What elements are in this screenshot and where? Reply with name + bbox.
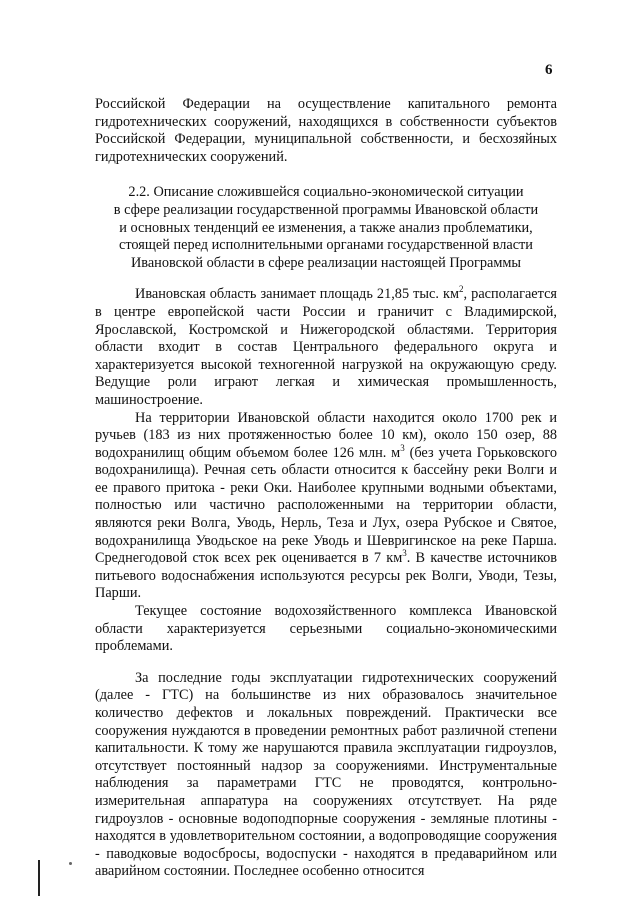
heading-line: и основных тенденций ее изменения, а также анализ проблематики,: [119, 219, 533, 236]
scan-margin-line: [38, 860, 40, 896]
paragraph-water-resources: На территории Ивановской области находится около 1700 рек и ручьев (183 из них протяженностью более 10 км), около 150 озер, 88 водохранилищ общим объемом более 126 млн. $м^3$ (без учета Горьковского водохранилища). Речная сеть области относится к бассейну реки Волги и ее правого притока - реки Оки. Наиболее крупными водными объектами, полностью или частично расположенными на территории области, являются реки Волга, Уводь, Нерль, Теза и Лух, озера Рубское и Святое, водохранилища Уводьское на реке Уводь и Шевригинское на реке Парша. Среднегодовой сток всех рек оценивается в 7 $км^3$. В качестве источников питьевого водоснабжения используются ресурсы рек Волги, Уводи, Тезы, Парши.: [95, 409, 558, 602]
section-heading: [95, 184, 557, 272]
heading-line: Ивановской области в сфере реализации настоящей Программы: [130, 254, 522, 271]
heading-line: стоящей перед исполнительными органами государственной власти: [119, 237, 533, 254]
heading-line: 2.2. Описание сложившейся социально-экономической ситуации: [128, 184, 524, 201]
heading-line: в сфере реализации государственной программы Ивановской области: [113, 201, 539, 218]
scan-dot: [69, 862, 72, 865]
intro-paragraph: Российской Федерации на осуществление капитального ремонта гидротехнических сооружений, находящихся в собственности субъектов Российской Федерации, муниципальной собственности, и бесхозяйных гидротехнических сооружений.: [95, 96, 557, 165]
page-number: 6: [545, 62, 553, 78]
paragraph-current-state: Текущее состояние водохозяйственного комплекса Ивановской области характеризуется серьезными социально-экономическими проблемами.: [95, 603, 557, 655]
document-body: [95, 96, 557, 881]
paragraph-area: Ивановская область занимает площадь 21,85 тыс. $км^2$, располагается в центре европейской части России и граничит с Владимирской, Ярославской, Костромской и Нижегородской областями. Территория области входит в состав Центрального федерального округа и характеризуется высокой техногенной нагрузкой на окружающую среду. Ведущие роли играют легкая и химическая промышленность, машиностроение.: [95, 284, 557, 408]
paragraph-hydraulic-structures: За последние годы эксплуатации гидротехнических сооружений (далее - ГТС) на большинстве из них образовалось значительное количество дефектов и локальных повреждений. Практически все сооружения нуждаются в проведении ремонтных работ различной степени капитальности. К тому же нарушаются правила эксплуатации гидроузлов, отсутствует постоянный надзор за сооружениями. Инструментальные наблюдения за параметрами ГТС не проводятся, контрольно-измерительная аппаратура на сооружениях отсутствует. На ряде гидроузлов - основные водоподпорные сооружения - земляные плотины - находятся в удовлетворительном состоянии, а водопроводящие сооружения - паводковые водосбросы, водоспуски - находятся в предаварийном или аварийном состоянии. Последнее особенно относится: [95, 669, 557, 880]
